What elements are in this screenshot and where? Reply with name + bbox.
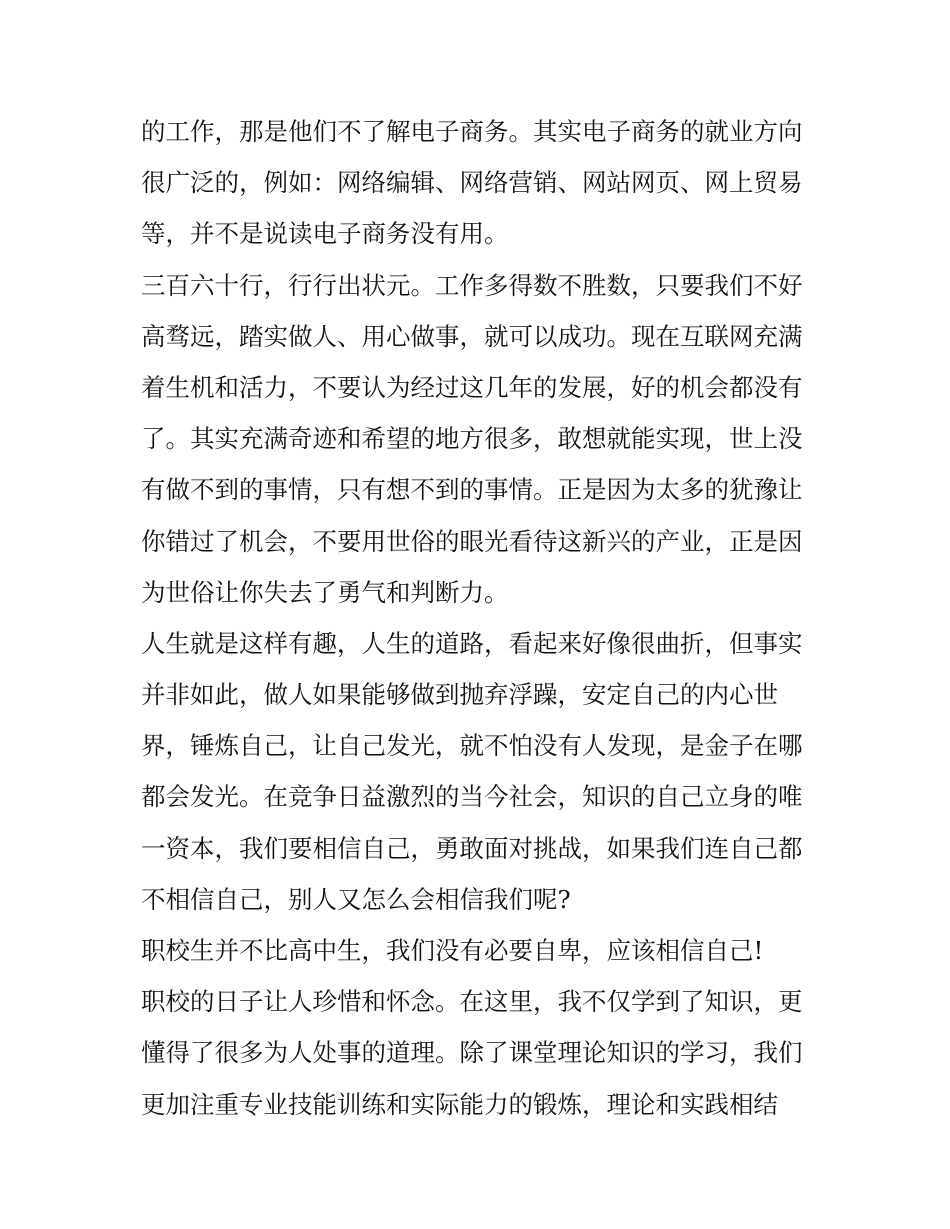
- text-line: 更加注重专业技能训练和实际能力的锻炼，理论和实践相结: [141, 1089, 778, 1119]
- text-line: 人生就是这样有趣，人生的道路，看起来好像很曲折，但事实: [141, 628, 803, 658]
- text-line: 了。其实充满奇迹和希望的地方很多，敢想就能实现，世上没: [141, 424, 803, 454]
- text-line: 为世俗让你失去了勇气和判断力。: [141, 577, 509, 607]
- text-line: 有做不到的事情，只有想不到的事情。正是因为太多的犹豫让: [141, 475, 803, 505]
- text-line: 懂得了很多为人处事的道理。除了课堂理论知识的学习，我们: [141, 1038, 803, 1068]
- text-line: 着生机和活力，不要认为经过这几年的发展，好的机会都没有: [141, 372, 803, 402]
- text-line: 并非如此，做人如果能够做到抛弃浮躁，安定自己的内心世: [141, 680, 778, 710]
- text-line: 都会发光。在竞争日益激烈的当今社会，知识的自己立身的唯: [141, 782, 803, 812]
- text-line: 三百六十行，行行出状元。工作多得数不胜数，只要我们不好: [141, 270, 803, 300]
- text-line: 界，锤炼自己，让自己发光，就不怕没有人发现，是金子在哪: [141, 731, 803, 761]
- text-line: 等，并不是说读电子商务没有用。: [141, 219, 509, 249]
- text-line: 你错过了机会，不要用世俗的眼光看待这新兴的产业，正是因: [141, 526, 803, 556]
- text-line: 很广泛的，例如：网络编辑、网络营销、网站网页、网上贸易: [141, 168, 803, 198]
- text-line: 的工作，那是他们不了解电子商务。其实电子商务的就业方向: [141, 117, 803, 146]
- text-line: 一资本，我们要相信自己，勇敢面对挑战，如果我们连自己都: [141, 833, 803, 863]
- text-line: 高骛远，踏实做人、用心做事，就可以成功。现在互联网充满: [141, 321, 803, 351]
- text-line: 不相信自己，别人又怎么会相信我们呢?: [141, 884, 571, 914]
- text-line: 职校的日子让人珍惜和怀念。在这里，我不仅学到了知识，更: [141, 987, 803, 1017]
- text-line: 职校生并不比高中生，我们没有必要自卑，应该相信自己!: [141, 936, 764, 965]
- body-text: [141, 106, 821, 1130]
